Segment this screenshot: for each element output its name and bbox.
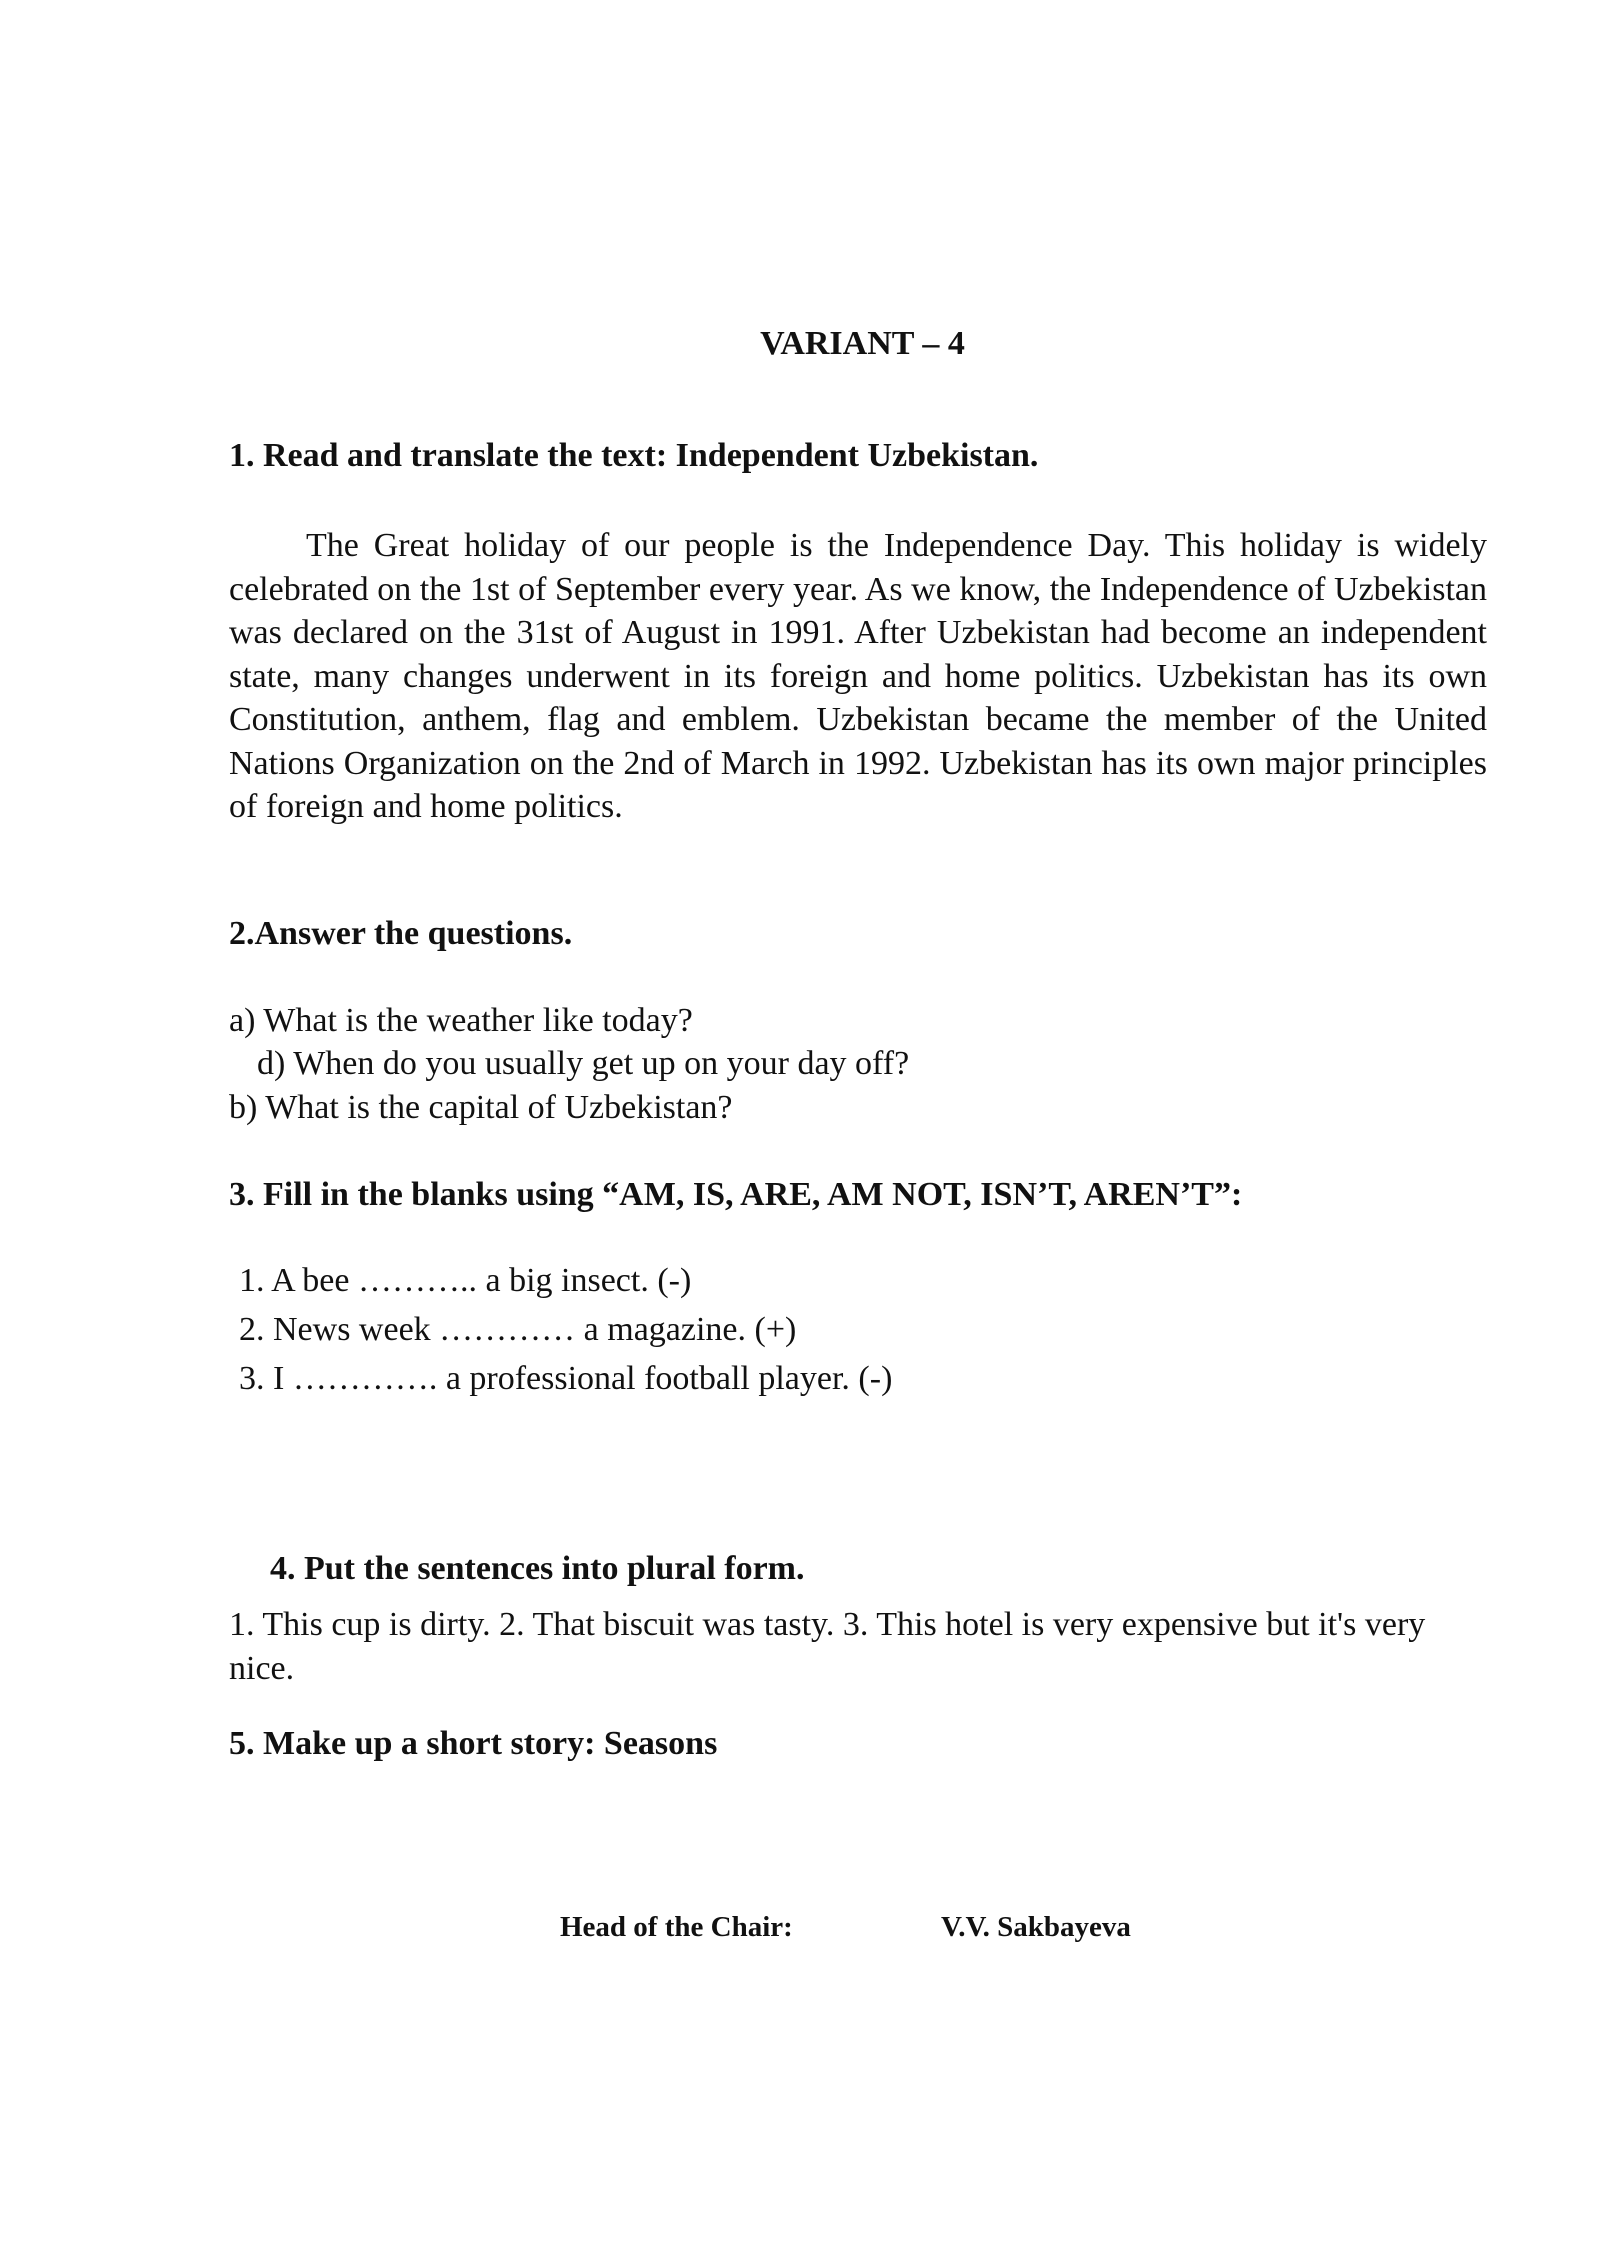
fill-item-1: 1. A bee ……….. a big insect. (-)	[239, 1262, 692, 1299]
question-b: b) What is the capital of Uzbekistan?	[229, 1089, 733, 1126]
section-5-heading: 5. Make up a short story: Seasons	[229, 1725, 718, 1762]
question-d: d) When do you usually get up on your day off?	[257, 1045, 910, 1082]
question-a: a) What is the weather like today?	[229, 1002, 693, 1039]
section-4-heading: 4. Put the sentences into plural form.	[270, 1550, 805, 1587]
signature-name: V.V. Sakbayeva	[941, 1911, 1131, 1943]
section-4-text: 1. This cup is dirty. 2. That biscuit was tasty. 3. This hotel is very expensive but it's very nice.	[229, 1606, 1426, 1687]
variant-title: VARIANT – 4	[760, 325, 965, 362]
section-1-heading: 1. Read and translate the text: Independent Uzbekistan.	[229, 437, 1039, 474]
fill-item-2: 2. News week ………… a magazine. (+)	[239, 1311, 797, 1348]
section-3-heading: 3. Fill in the blanks using “AM, IS, ARE, AM NOT, ISN’T, AREN’T”:	[229, 1176, 1243, 1213]
section-1-text: The Great holiday of our people is the Independence Day. This holiday is widely celebrated on the 1st of September every year. As we know, the Independence of Uzbekistan was declared on the 31st of August in 1991. After Uzbekistan had become an independent state, many changes underwent in its foreign and home politics. Uzbekistan has its own Constitution, anthem, flag and emblem. Uzbekistan became the member of the United Nations Organization on the 2nd of March in 1992. Uzbekistan has its own major principles of foreign and home politics.	[229, 527, 1487, 825]
signature-label: Head of the Chair:	[560, 1911, 793, 1943]
section-2-heading: 2.Answer the questions.	[229, 915, 573, 952]
fill-item-3: 3. I …………. a professional football player. (-)	[239, 1360, 893, 1397]
